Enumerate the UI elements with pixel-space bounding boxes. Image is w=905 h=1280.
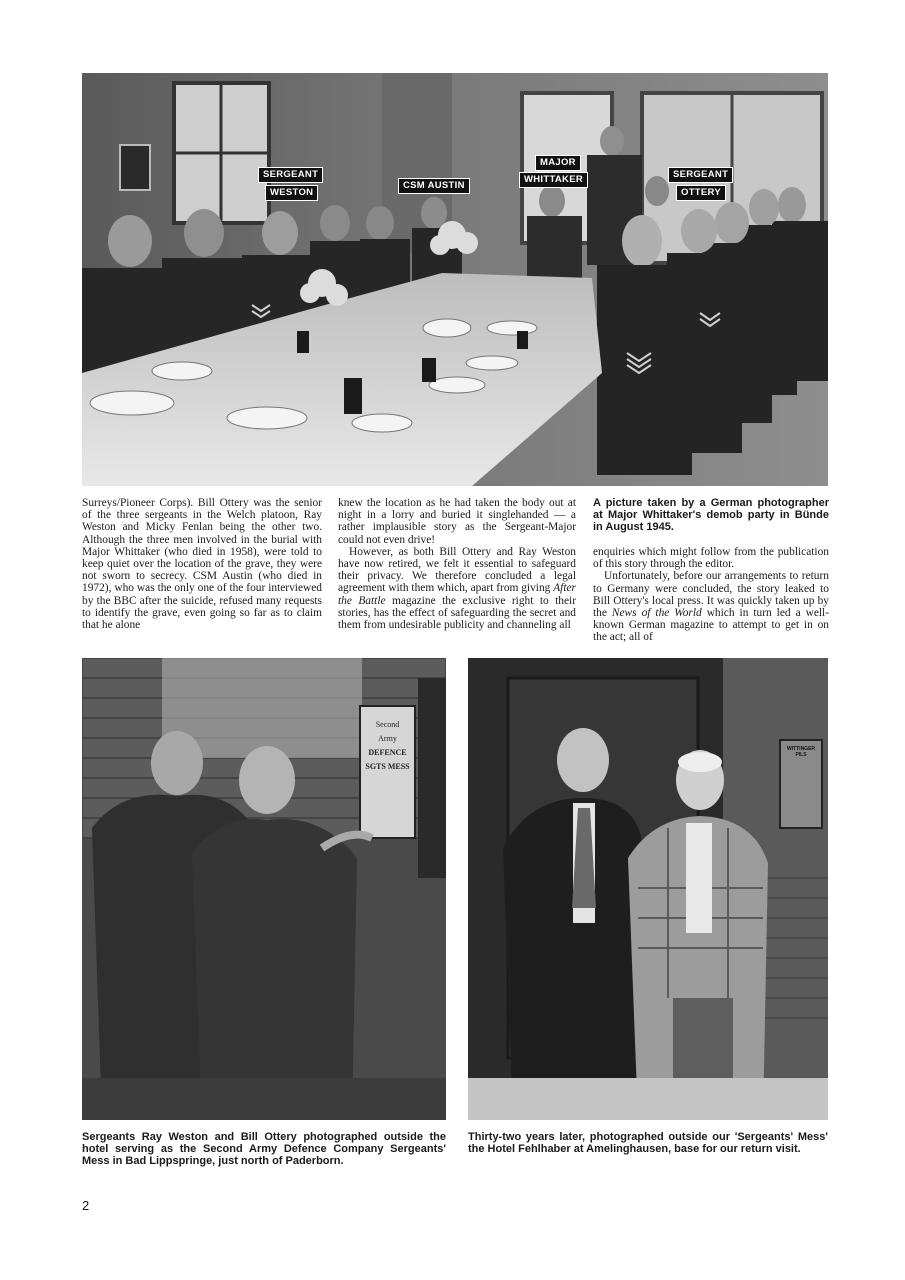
article-paragraph: knew the location as he had taken the body out at night in a lorry and buried it singlehanded — a rather implausible story as the Sergeant-Major could not even drive! bbox=[338, 497, 576, 546]
article-paragraph bbox=[593, 570, 829, 643]
page-number: 2 bbox=[82, 1198, 90, 1213]
bottom-left-caption: Sergeants Ray Weston and Bill Ottery photographed outside the hotel serving as the Second Army Defence Company Sergeants' Mess in Bad Lippspringe, just north of Paderborn. bbox=[82, 1131, 446, 1167]
text-run: However, as both Bill Ottery and Ray Weston have now retired, we felt it essential to safeguard their privacy. We therefore concluded a legal agreement with them which, apart from giving bbox=[338, 545, 576, 595]
sign-line: DEFENCE bbox=[368, 748, 407, 757]
label-line: CSM AUSTIN bbox=[403, 180, 465, 191]
article-column-1 bbox=[82, 497, 322, 631]
label-sergeant-weston bbox=[258, 167, 323, 183]
photo-thirty-two-years-later bbox=[468, 658, 828, 1120]
text-run: which in turn led a well-known German magazine to attempt to get in on the act; all of bbox=[593, 607, 830, 644]
thirty-two-years-later-scene bbox=[468, 658, 828, 1120]
label-line: SERGEANT bbox=[263, 169, 319, 180]
article-column-3 bbox=[593, 546, 829, 644]
label-csm-austin bbox=[398, 178, 470, 194]
photo-demob-party bbox=[82, 73, 828, 486]
article-paragraph: Surreys/Pioneer Corps). Bill Ottery was the senior of the three sergeants in the Welch platoon, Ray Weston and Micky Fenlan being the other two. Although the three men involved in the burial with Major Whittaker (who died in 1958), were told to keep quiet over the location of the grave, they were not sworn to secrecy. CSM Austin (who died in 1972), who was the only one of the four interviewed by the BBC after the suicide, refused many requests to identify the grave, even going so far as to claim that he alone bbox=[82, 497, 322, 632]
text-run: magazine the exclusive right to their stories, has the effect of safeguarding the secret and them from undesirable publicity and channeling all bbox=[338, 594, 576, 632]
label-sergeant-ottery bbox=[668, 167, 733, 183]
photo-sergeants-1945 bbox=[82, 658, 446, 1120]
article-column-2 bbox=[338, 497, 576, 631]
sign-line: Army bbox=[378, 734, 397, 743]
top-photo-caption: A picture taken by a German photographer at Major Whittaker's demob party in Bünde in August 1945. bbox=[593, 497, 829, 533]
label-sergeant-weston-name bbox=[265, 185, 318, 201]
article-paragraph bbox=[338, 546, 576, 631]
newspaper-title: News of the World bbox=[611, 607, 702, 620]
article-paragraph: enquiries which might follow from the publication of this story through the editor. bbox=[593, 546, 829, 571]
label-major bbox=[535, 155, 581, 171]
text-run: Unfortunately, before our arrangements to return to Germany were concluded, the story leaked to Bill Ottery's local press. It was quickly taken up by the bbox=[593, 570, 829, 620]
label-sergeant-ottery-name bbox=[676, 185, 726, 201]
label-line: WESTON bbox=[270, 187, 314, 198]
mess-sign bbox=[360, 718, 415, 774]
magazine-title: After the Battle bbox=[338, 582, 576, 607]
sign-line: SGTS MESS bbox=[365, 762, 410, 771]
demob-party-scene bbox=[82, 73, 828, 486]
label-line: WHITTAKER bbox=[524, 174, 583, 185]
label-line: SERGEANT bbox=[673, 169, 729, 180]
sign-line: Second bbox=[375, 720, 400, 729]
label-line: OTTERY bbox=[681, 187, 721, 198]
label-major-whittaker bbox=[519, 172, 588, 188]
bottom-right-caption: Thirty-two years later, photographed outside our 'Sergeants' Mess' the Hotel Fehlhaber at Amelinghausen, base for our return visit. bbox=[468, 1131, 828, 1155]
label-line: MAJOR bbox=[540, 157, 576, 168]
wittinger-pils-sign: WITTINGER PILS bbox=[786, 746, 816, 758]
